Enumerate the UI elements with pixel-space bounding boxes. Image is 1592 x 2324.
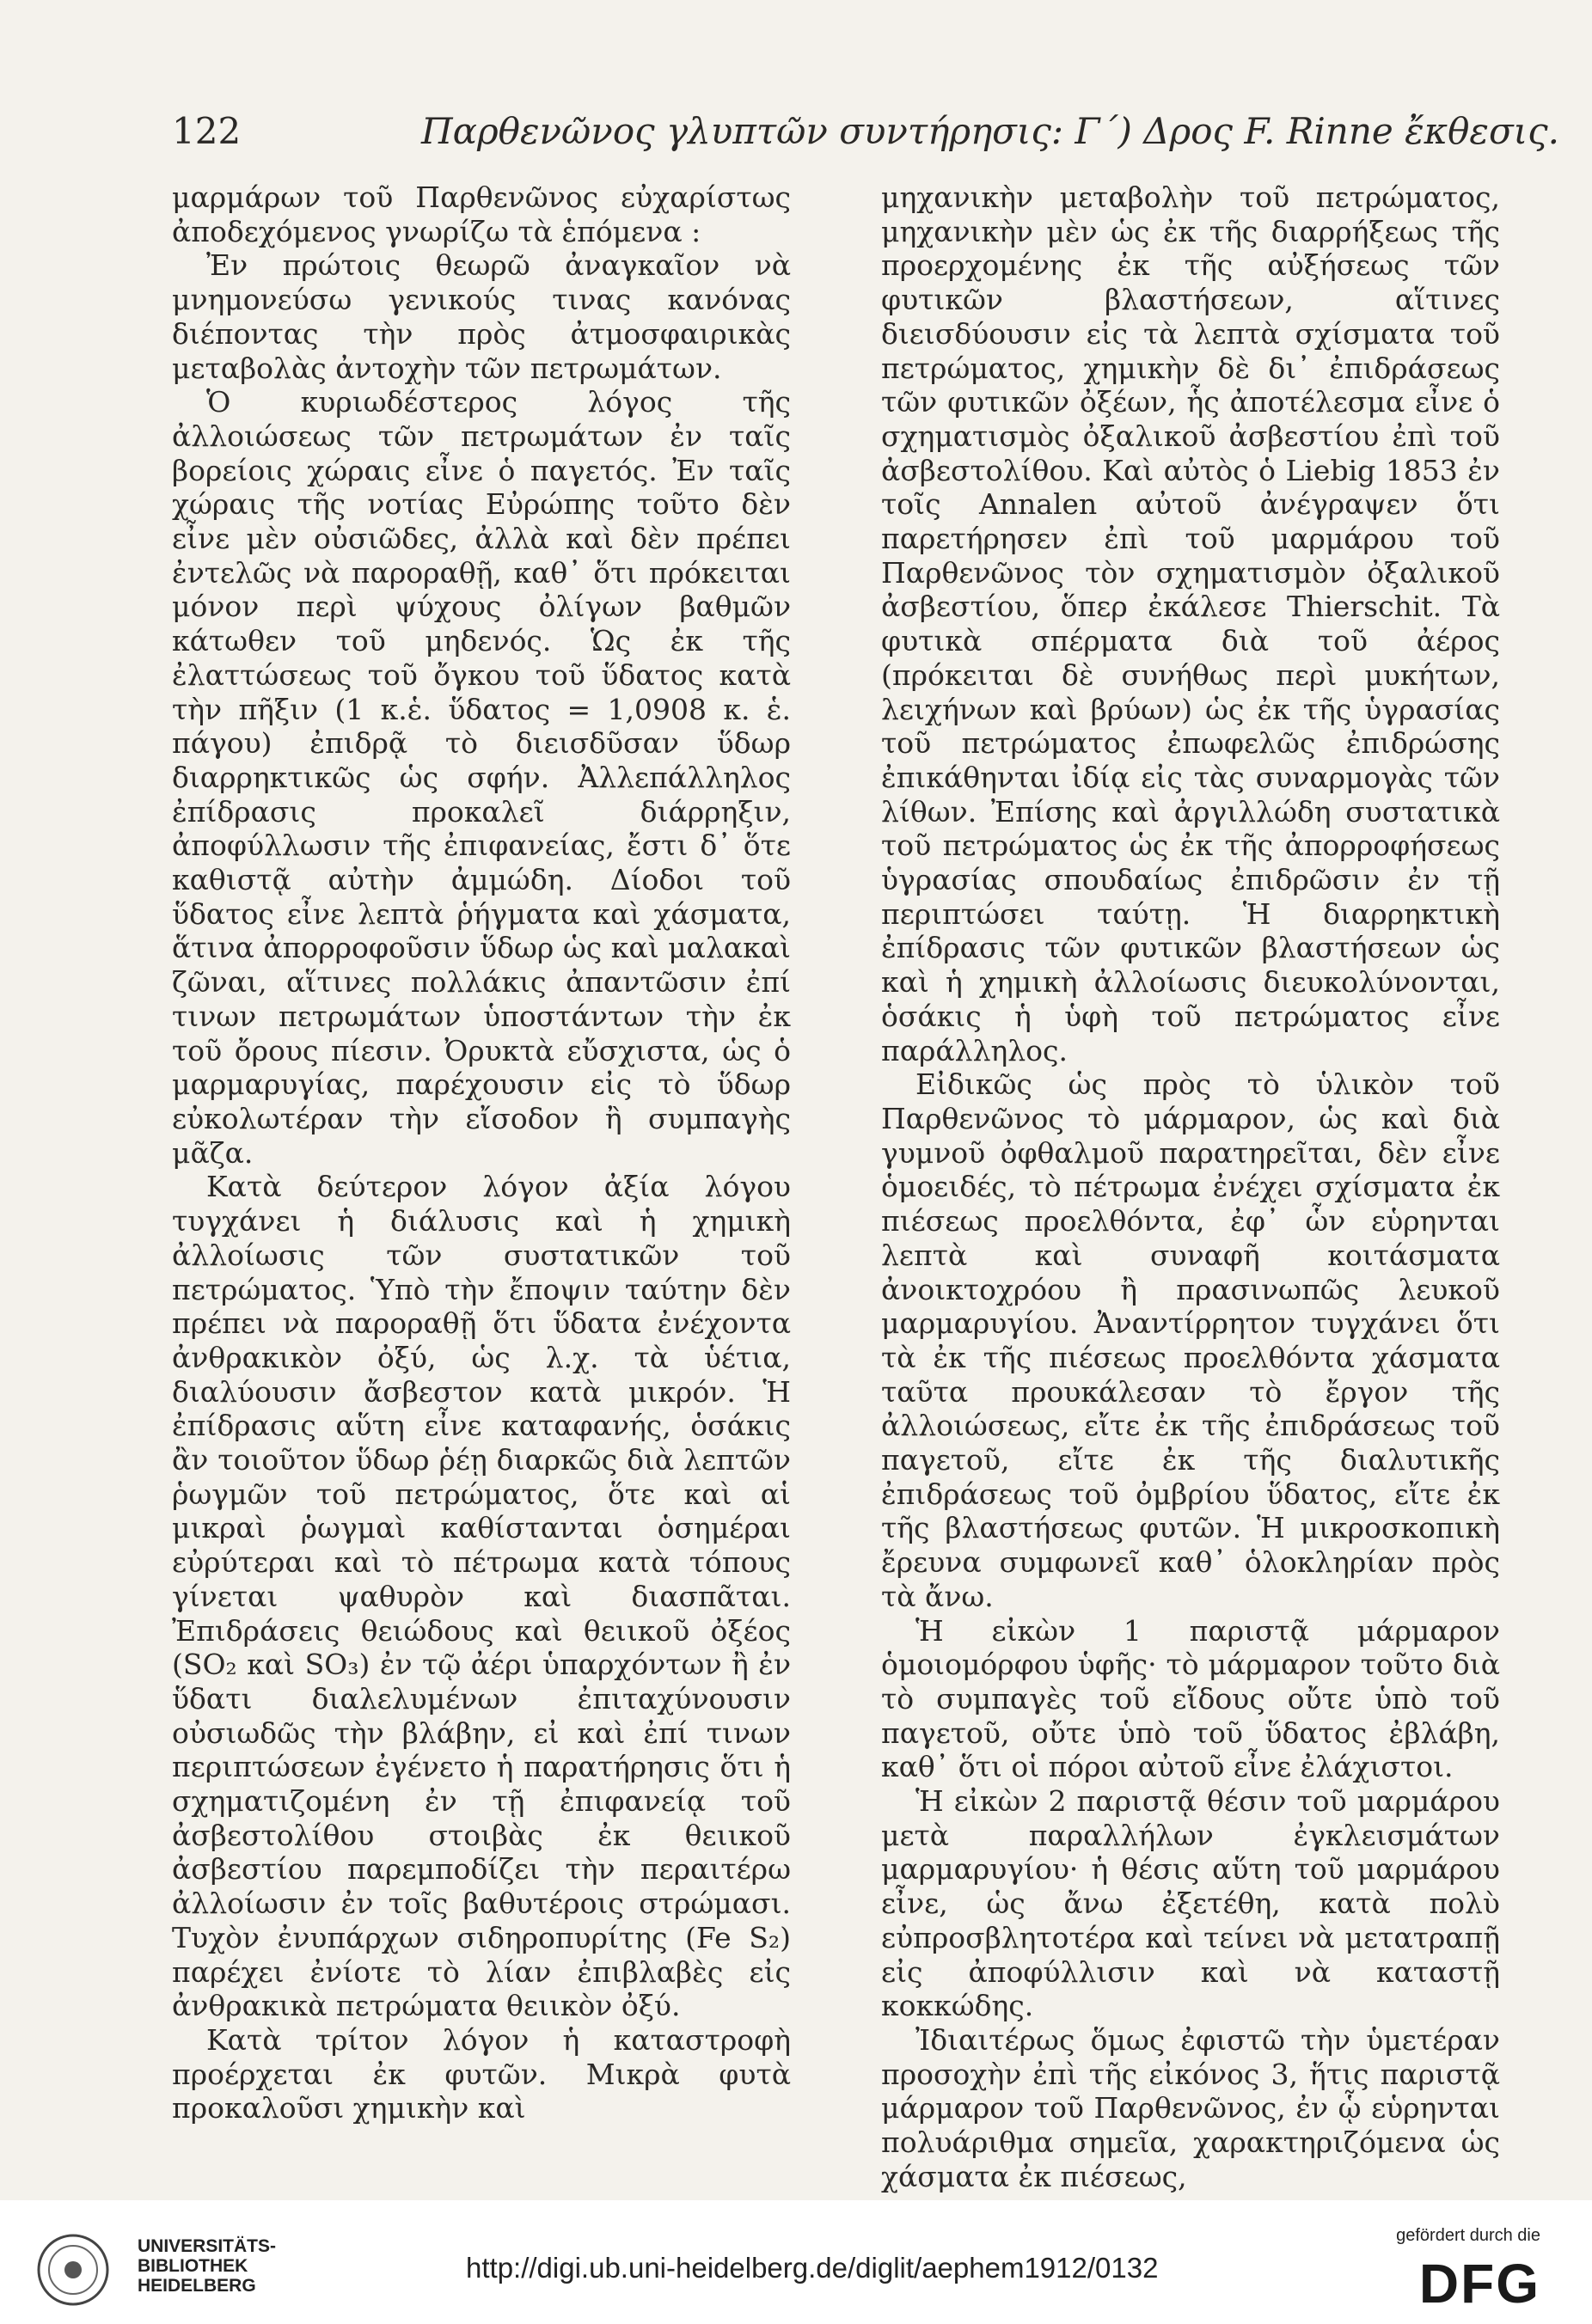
paragraph: μαρμάρων τοῦ Παρθενῶνος εὐχαρίστως ἀποδεχόμενος γνωρίζω τὰ ἑπόμενα : [172,180,791,248]
paragraph: μηχανικὴν μεταβολὴν τοῦ πετρώματος, μηχανικὴν μὲν ὡς ἐκ τῆς διαρρήξεως τῆς προερχομένης ἐκ τῆς αὐξήσεως τῶν φυτικῶν βλαστήσεων, αἵτινες διεισδύουσιν εἰς τὰ λεπτὰ σχίσματα τοῦ πετρώματος, χημικὴν δὲ δι᾽ ἐπιδράσεως τῶν φυτικῶν ὀξέων, ἧς ἀποτέλεσμα εἶνε ὁ σχηματισμὸς ὀξαλικοῦ ἀσβεστίου ἐπὶ τοῦ ἀσβεστολίθου. Καὶ αὐτὸς ὁ Liebig 1853 ἐν τοῖς Annalen αὐτοῦ ἀνέγραψεν ὅτι παρετήρησεν ἐπὶ τοῦ μαρμάρου τοῦ Παρθενῶνος τὸν σχηματισμὸν ὀξαλικοῦ ἀσβεστίου, ὅπερ ἐκάλεσε Thierschit. Τὰ φυτικὰ σπέρματα διὰ τοῦ ἀέρος (πρόκειται δὲ συνήθως περὶ μυκήτων, λειχήνων καὶ βρύων) ὡς ἐκ τῆς ὑγρασίας τοῦ πετρώματος ἐπωφελῶς ἐπιδρώσης ἐπικάθηνται ἰδίᾳ εἰς τὰς συναρμογὰς τῶν λίθων. Ἐπίσης καὶ ἀργιλλώδη συστατικὰ τοῦ πετρώματος ὡς ἐκ τῆς ἀπορροφήσεως ὑγρασίας σπουδαίως ἐπιδρῶσιν ἐν τῇ περιπτώσει ταύτῃ. Ἡ διαρρηκτικὴ ἐπίδρασις τῶν φυτικῶν βλαστήσεων ὡς καὶ ἡ χημικὴ ἀλλοίωσις διευκολύνονται, ὁσάκις ἡ ὑφὴ τοῦ πετρώματος εἶνε παράλληλος. [881,180,1500,1067]
page-header [172,110,1559,162]
library-logo [34,2231,344,2309]
digitization-footer [0,2200,1592,2324]
left-column [172,180,791,2125]
library-name: UNIVERSITÄTS- BIBLIOTHEK HEIDELBERG [138,2236,277,2296]
paragraph: Ὁ κυριωδέστερος λόγος τῆς ἀλλοιώσεως τῶν πετρωμάτων ἐν ταῖς βορείοις χώραις εἶνε ὁ παγετός. Ἐν ταῖς χώραις τῆς νοτίας Εὐρώπης τοῦτο δὲν εἶνε μὲν οὐσιῶδες, ἀλλὰ καὶ δὲν πρέπει ἐντελῶς νὰ παροραθῇ, καθ᾽ ὅτι πρόκειται μόνον περὶ ψύχους ὀλίγων βαθμῶν κάτωθεν τοῦ μηδενός. Ὡς ἐκ τῆς ἐλαττώσεως τοῦ ὄγκου τοῦ ὕδατος κατὰ τὴν πῆξιν (1 κ.ἑ. ὕδατος = 1,0908 κ. ἑ. πάγου) ἐπιδρᾷ τὸ διεισδῦσαν ὕδωρ διαρρηκτικῶς ὡς σφήν. Ἀλλεπάλληλος ἐπίδρασις προκαλεῖ διάρρηξιν, ἀποφύλλωσιν τῆς ἐπιφανείας, ἔστι δ᾽ ὅτε καθιστᾷ αὐτὴν ἀμμώδη. Δίοδοι τοῦ ὕδατος εἶνε λεπτὰ ῥήγματα καὶ χάσματα, ἅτινα ἀπορροφοῦσιν ὕδωρ ὡς καὶ μαλακαὶ ζῶναι, αἵτινες πολλάκις ἀπαντῶσιν ἐπί τινων πετρωμάτων ὑποστάντων τὴν ἐκ τοῦ ὄρους πίεσιν. Ὀρυκτὰ εὔσχιστα, ὡς ὁ μαρμαρυγίας, παρέχουσιν εἰς τὸ ὕδωρ εὐκολωτέραν τὴν εἴσοδον ἢ συμπαγὴς μᾶζα. [172,385,791,1170]
funded-by-label: gefördert durch die [1396,2226,1540,2245]
paragraph: Ἡ εἰκὼν 1 παριστᾷ μάρμαρον ὁμοιομόρφου ὑφῆς· τὸ μάρμαρον τοῦτο διὰ τὸ συμπαγὲς τοῦ εἴδους οὔτε ὑπὸ τοῦ παγετοῦ, οὔτε ὑπὸ τοῦ ὕδατος ἐβλάβη, καθ᾽ ὅτι οἱ πόροι αὐτοῦ εἶνε ἐλάχιστοι. [881,1613,1500,1784]
paragraph: Ἡ εἰκὼν 2 παριστᾷ θέσιν τοῦ μαρμάρου μετὰ παραλλήλων ἐγκλεισμάτων μαρμαρυγίου· ἡ θέσις αὕτη τοῦ μαρμάρου εἶνε, ὡς ἄνω ἐξετέθη, κατὰ πολὺ εὐπροσβλητοτέρα καὶ τείνει νὰ μετατραπῇ εἰς ἀποφύλλισιν καὶ νὰ καταστῇ κοκκώδης. [881,1784,1500,2023]
source-url-link[interactable]: http://digi.ub.uni-heidelberg.de/diglit/aephem1912/0132 [466,2252,1159,2284]
paragraph: Ἰδιαιτέρως ὅμως ἐφιστῶ τὴν ὑμετέραν προσοχὴν ἐπὶ τῆς εἰκόνος 3, ἥτις παριστᾷ μάρμαρον τοῦ Παρθενῶνος, ἐν ᾧ εὑρηνται πολυάριθμα σημεῖα, χαρακτηριζόμενα ὡς χάσματα ἐκ πιέσεως, [881,2022,1500,2193]
paragraph: Κατὰ τρίτον λόγον ἡ καταστροφὴ προέρχεται ἐκ φυτῶν. Μικρὰ φυτὰ προκαλοῦσι χημικὴν καὶ [172,2022,791,2125]
running-title: Παρθενῶνος γλυπτῶν συντήρησις: Γ΄) Δρος F. Rinne ἔκθεσις. [421,110,1559,152]
paragraph: Εἰδικῶς ὡς πρὸς τὸ ὑλικὸν τοῦ Παρθενῶνος τὸ μάρμαρον, ὡς καὶ διὰ γυμνοῦ ὀφθαλμοῦ παρατηρεῖται, δὲν εἶνε ὁμοειδές, τὸ πέτρωμα ἐνέχει σχίσματα ἐκ πιέσεως προελθόντα, ἐφ᾽ ὧν εὑρηνται λεπτὰ καὶ συναφῆ κοιτάσματα ἀνοικτοχρόου ἢ πρασινωπῶς λευκοῦ μαρμαρυγίου. Ἀναντίρρητον τυγχάνει ὅτι τὰ ἐκ τῆς πιέσεως προελθόντα χάσματα ταῦτα προυκάλεσαν τὸ ἔργον τῆς ἀλλοιώσεως, εἴτε ἐκ τῆς ἐπιδράσεως τοῦ παγετοῦ, εἴτε ἐκ τῆς διαλυτικῆς ἐπιδράσεως τοῦ ὀμβρίου ὕδατος, εἴτε ἐκ τῆς βλαστήσεως φυτῶν. Ἡ μικροσκοπικὴ ἔρευνα συμφωνεῖ καθ᾽ ὁλοκληρίαν πρὸς τὰ ἄνω. [881,1067,1500,1613]
dfg-logo: DFG [1418,2253,1540,2315]
page-number: 122 [172,110,242,152]
right-column [881,180,1500,2193]
library-seal-icon [34,2231,112,2309]
paragraph: Κατὰ δεύτερον λόγον ἀξία λόγου τυγχάνει ἡ διάλυσις καὶ ἡ χημικὴ ἀλλοίωσις τῶν συστατικῶν τοῦ πετρώματος. Ὑπὸ τὴν ἔποψιν ταύτην δὲν πρέπει νὰ παροραθῇ ὅτι ὕδατα ἐνέχοντα ἀνθρακικὸν ὀξύ, ὡς λ.χ. τὰ ὑέτια, διαλύουσιν ἄσβεστον κατὰ μικρόν. Ἡ ἐπίδρασις αὕτη εἶνε καταφανής, ὁσάκις ἂν τοιοῦτον ὕδωρ ῥέῃ διαρκῶς διὰ λεπτῶν ῥωγμῶν τοῦ πετρώματος, ὅτε καὶ αἱ μικραὶ ῥωγμαὶ καθίστανται ὁσημέραι εὐρύτεραι καὶ τὸ πέτρωμα κατὰ τόπους γίνεται ψαθυρὸν καὶ διασπᾶται. Ἐπιδράσεις θειώδους καὶ θειικοῦ ὀξέος (SO₂ καὶ SO₃) ἐν τῷ ἀέρι ὑπαρχόντων ἢ ἐν ὕδατι διαλελυμένων ἐπιταχύνουσιν οὐσιωδῶς τὴν βλάβην, εἰ καὶ ἐπί τινων περιπτώσεων ἐγένετο ἡ παρατήρησις ὅτι ἡ σχηματιζομένη ἐν τῇ ἐπιφανείᾳ τοῦ ἀσβεστολίθου στοιβὰς ἐκ θειικοῦ ἀσβεστίου παρεμποδίζει τὴν περαιτέρω ἀλλοίωσιν ἐν τοῖς βαθυτέροις στρώμασι. Τυχὸν ἐνυπάρχων σιδηροπυρίτης (Fe S₂) παρέχει ἐνίοτε τὸ λίαν ἐπιβλαβὲς εἰς ἀνθρακικὰ πετρώματα θειικὸν ὀξύ. [172,1170,791,2023]
paragraph: Ἐν πρώτοις θεωρῶ ἀναγκαῖον νὰ μνημονεύσω γενικούς τινας κανόνας διέποντας τὴν πρὸς ἀτμοσφαιρικὰς μεταβολὰς ἀντοχὴν τῶν πετρωμάτων. [172,248,791,385]
